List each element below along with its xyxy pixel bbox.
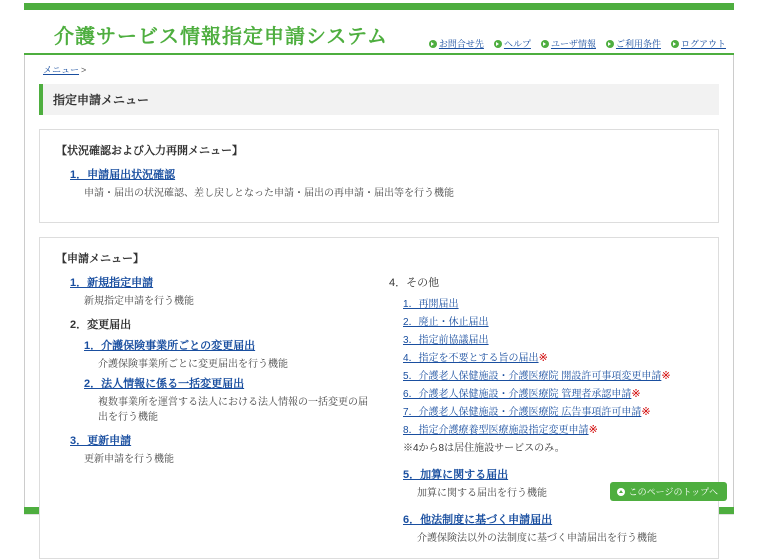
change-notification-child-1: [70, 337, 371, 370]
link-manager-approval[interactable]: 6．介護老人保健施設・介護医療院 管理者承認申請: [403, 389, 632, 400]
renewal-application-desc: 更新申請を行う機能: [84, 454, 174, 465]
new-designation-desc: 新規指定申請を行う機能: [84, 296, 194, 307]
header-link-user-info-label: ユーザ情報: [550, 39, 596, 49]
breadcrumb-item-menu[interactable]: メニュー: [43, 65, 80, 75]
link-change-per-office[interactable]: 1．介護保険事業所ごとの変更届出: [84, 340, 256, 352]
other-item-4-mark: ※: [538, 352, 548, 364]
header-link-terms-label: ご利用条件: [615, 39, 661, 49]
header-link-user-info[interactable]: [541, 37, 596, 50]
link-opening-permit-change[interactable]: 5．介護老人保健施設・介護医療院 開設許可事項変更申請: [403, 371, 662, 382]
application-panel-columns: [56, 274, 702, 544]
other-item-list: [389, 295, 702, 436]
menu-group-other-laws: [389, 511, 702, 544]
menu-group-change-notification: [56, 316, 371, 423]
application-panel-heading: 【申請メニュー】: [56, 253, 144, 265]
status-panel-heading: 【状況確認および入力再開メニュー】: [56, 145, 243, 157]
bullet-arrow-icon: [494, 40, 502, 48]
other-group-label: 4．その他: [389, 277, 440, 289]
other-item-5: [389, 367, 702, 382]
status-panel-item-1-desc: 申請・届出の状況確認、差し戻しとなった申請・届出の再申請・届出等を行う機能: [84, 188, 454, 199]
bullet-arrow-icon: [606, 40, 614, 48]
application-panel-left-column: [56, 274, 379, 544]
link-resume-notification[interactable]: 1．再開届出: [403, 299, 459, 310]
link-new-designation-application[interactable]: 1．新規指定申請: [70, 277, 154, 289]
status-panel: [39, 129, 719, 223]
change-per-office-desc: 介護保険事業所ごとに変更届出を行う機能: [98, 359, 288, 370]
link-designation-unnecessary-notification[interactable]: 4．指定を不要とする旨の届出: [403, 353, 539, 364]
page-title: 指定申請メニュー: [39, 84, 719, 115]
link-pre-designation-consultation[interactable]: 3．指定前協議届出: [403, 335, 489, 346]
status-panel-item-1: [56, 166, 702, 199]
link-sanatorium-designation-change[interactable]: 8．指定介護療養型医療施設指定変更申請: [403, 425, 589, 436]
header-link-contact[interactable]: [429, 37, 484, 50]
label-change-notification: 2．変更届出: [70, 319, 132, 331]
other-item-2: [389, 313, 702, 328]
other-item-6-mark: ※: [631, 388, 641, 400]
other-item-8: [389, 421, 702, 436]
bullet-arrow-icon: [671, 40, 679, 48]
back-to-top-button[interactable]: [610, 482, 727, 501]
link-addition-notification[interactable]: 5．加算に関する届出: [403, 469, 509, 481]
header-link-list: [429, 37, 726, 50]
other-item-6: [389, 385, 702, 400]
bullet-arrow-icon: [429, 40, 437, 48]
application-panel: [39, 237, 719, 559]
link-application-status[interactable]: 1．申請届出状況確認: [70, 169, 176, 181]
header-link-help[interactable]: [494, 37, 531, 50]
other-item-3: [389, 331, 702, 346]
link-bulk-corporate-change[interactable]: 2．法人情報に係る一括変更届出: [84, 378, 245, 390]
header-link-terms[interactable]: [606, 37, 661, 50]
other-item-5-mark: ※: [661, 370, 671, 382]
bullet-arrow-icon: [541, 40, 549, 48]
link-renewal-application[interactable]: 3．更新申請: [70, 435, 132, 447]
other-items-note: ※4から8は居住施設サービスのみ。: [403, 443, 565, 454]
menu-group-renewal: [56, 432, 371, 465]
content-frame: [24, 55, 734, 544]
site-header: [24, 10, 734, 55]
change-notification-child-2: [70, 375, 371, 423]
top-accent-bar: [24, 3, 734, 10]
breadcrumb: [25, 55, 733, 80]
up-arrow-icon: [617, 488, 625, 496]
other-law-application-desc: 介護保険法以外の法制度に基づく申請届出を行う機能: [417, 533, 657, 544]
page-root: [0, 3, 758, 544]
application-panel-right-column: [379, 274, 702, 544]
back-to-top-label: このページのトップへ: [628, 487, 718, 497]
header-link-contact-label: お問合せ先: [438, 39, 484, 49]
header-link-logout-label: ログアウト: [680, 39, 726, 49]
link-other-law-application[interactable]: 6．他法制度に基づく申請届出: [403, 514, 553, 526]
other-item-7: [389, 403, 702, 418]
link-advertisement-permit[interactable]: 7．介護老人保健施設・介護医療院 広告事項許可申請: [403, 407, 642, 418]
breadcrumb-separator: >: [81, 65, 87, 75]
bulk-corporate-change-desc: 複数事業所を運営する法人における法人情報の一括変更の届出を行う機能: [98, 397, 368, 423]
header-link-logout[interactable]: [671, 37, 726, 50]
other-item-7-mark: ※: [641, 406, 651, 418]
other-item-4: [389, 349, 702, 364]
system-title: 介護サービス情報指定申請システム: [54, 26, 388, 48]
other-item-1: [389, 295, 702, 310]
menu-group-new-designation: [56, 274, 371, 307]
header-link-help-label: ヘルプ: [503, 39, 531, 49]
other-item-8-mark: ※: [588, 424, 598, 436]
addition-notification-desc: 加算に関する届出を行う機能: [417, 488, 547, 499]
link-abolish-suspend-notification[interactable]: 2．廃止・休止届出: [403, 317, 489, 328]
